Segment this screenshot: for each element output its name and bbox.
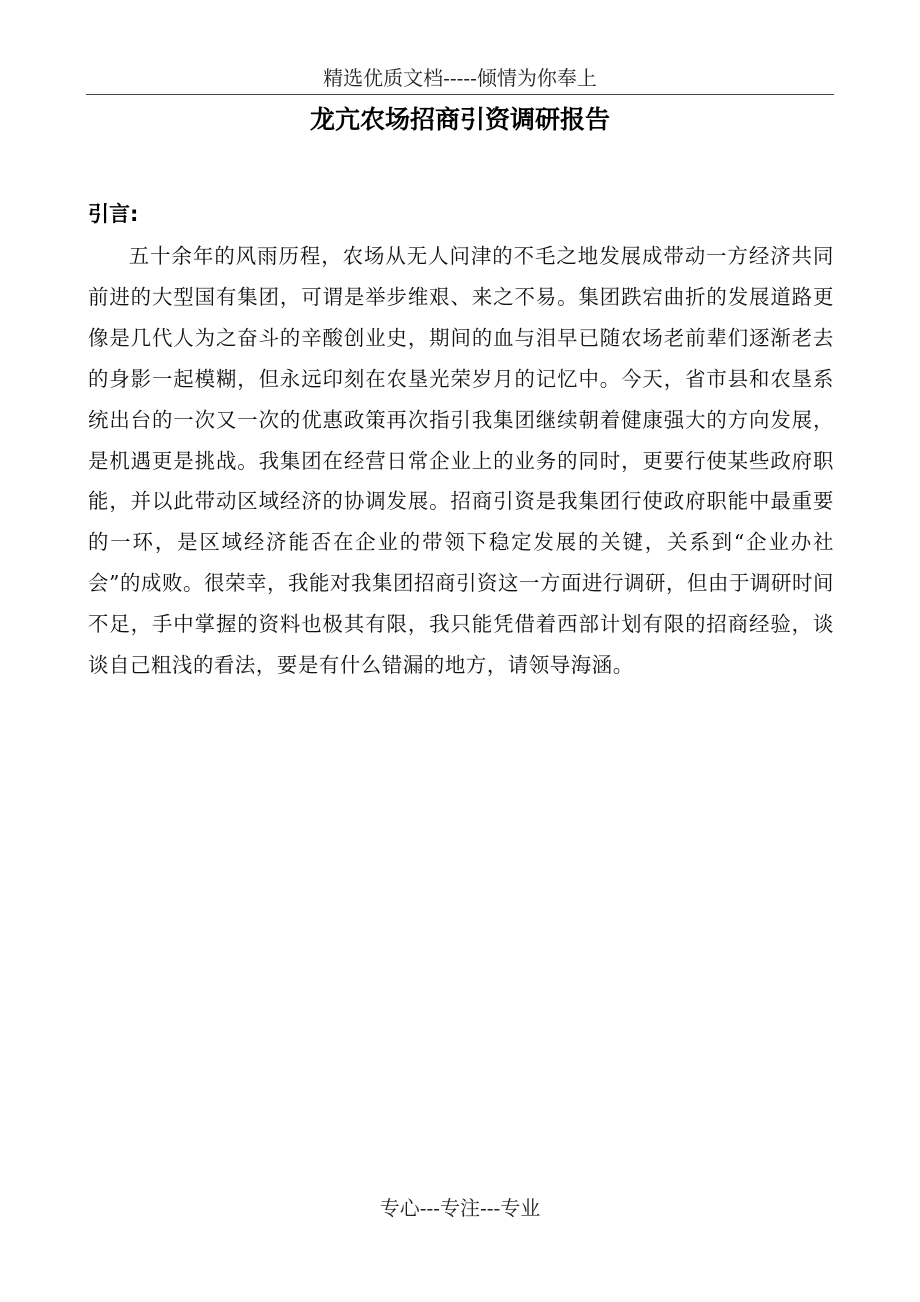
document-title: 龙亢农场招商引资调研报告 xyxy=(309,105,610,134)
header-divider xyxy=(86,94,834,95)
page-footer: 专心---专注---专业 xyxy=(379,1196,541,1220)
page-header: 精选优质文档-----倾情为你奉上 xyxy=(323,66,597,90)
section-heading: 引言: xyxy=(88,202,139,226)
body-paragraph: 五十余年的风雨历程，农场从无人问津的不毛之地发展成带动一方经济共同前进的大型国有集团，可谓是举步维艰、来之不易。集团跌宕曲折的发展道路更像是几代人为之奋斗的辛酸创业史，期间的血与泪早已随农场老前辈们逐渐老去的身影一起模糊，但永远印刻在农垦光荣岁月的记忆中。今天，省市县和农垦系统出台的一次又一次的优惠政策再次指引我集团继续朝着健康强大的方向发展，是机遇更是挑战。我集团在经营日常企业上的业务的同时，更要行使某些政府职能，并以此带动区域经济的协调发展。招商引资是我集团行使政府职能中最重要的一环，是区域经济能否在企业的带领下稳定发展的关键，关系到“企业办社会”的成败。很荣幸，我能对我集团招商引资这一方面进行调研，但由于调研时间不足，手中掌握的资料也极其有限，我只能凭借着西部计划有限的招商经验，谈谈自己粗浅的看法，要是有什么错漏的地方，请领导海涵。 xyxy=(88,244,834,678)
